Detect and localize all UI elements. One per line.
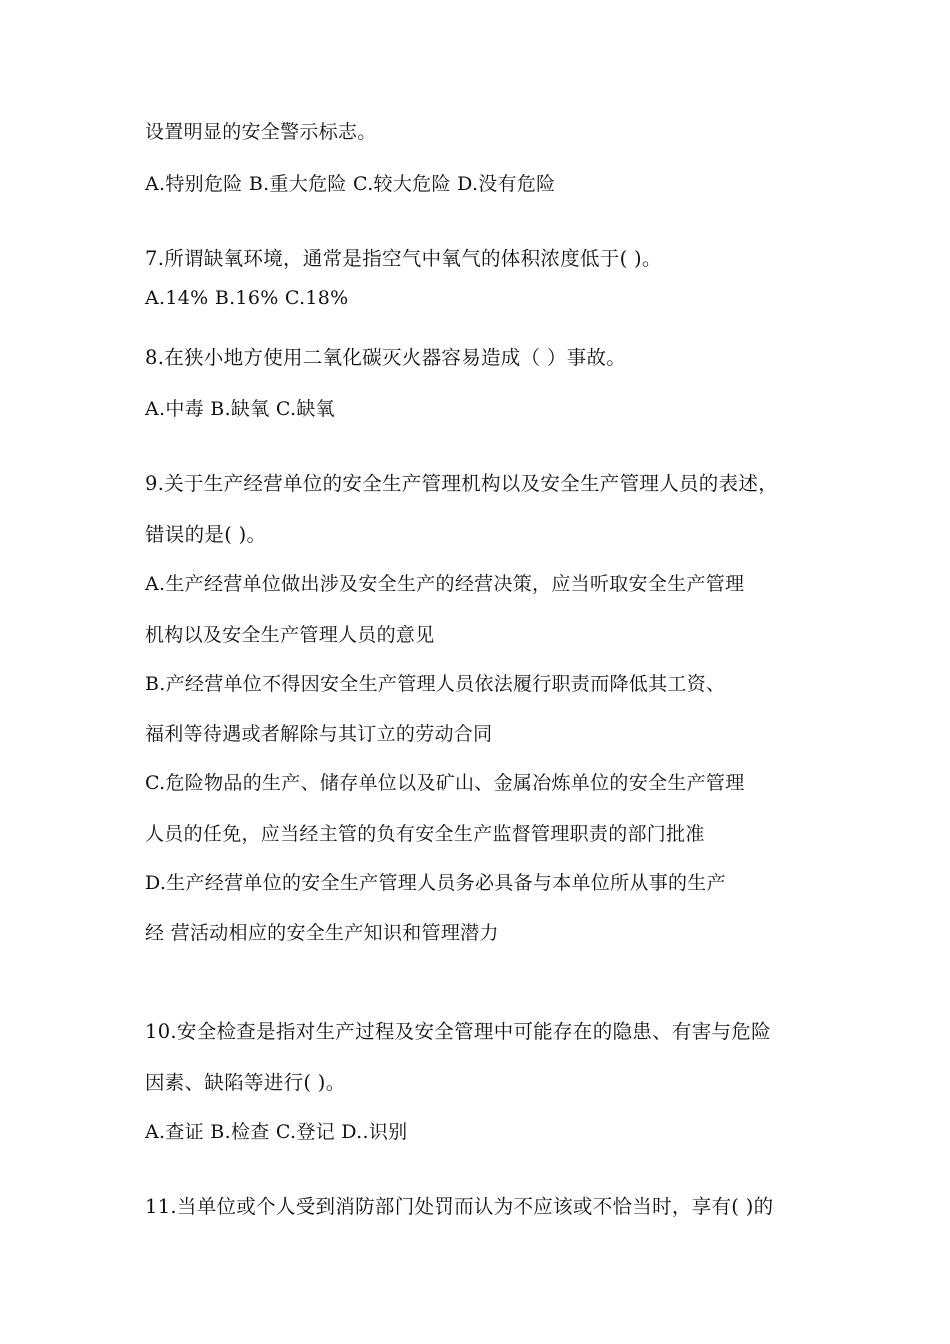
q9-option-a-line-1: A.生产经营单位做出涉及安全生产的经营决策，应当听取安全生产管理	[145, 573, 745, 595]
q9-option-b-line-1: B.产经营单位不得因安全生产管理人员依法履行职责而降低其工资、	[145, 673, 726, 695]
q9-stem-line-1: 9.关于生产经营单位的安全生产管理机构以及安全生产管理人员的表述，	[145, 472, 779, 495]
q10-options: A.查证 B.检查 C.登记 D..识别	[145, 1121, 408, 1143]
q9-option-d-line-1: D.生产经营单位的安全生产管理人员务必具备与本单位所从事的生产	[145, 872, 726, 894]
q9-stem-line-2: 错误的是( )。	[145, 523, 267, 546]
q11-stem-line-1: 11.当单位或个人受到消防部门处罚而认为不应该或不恰当时，享有( )的	[145, 1195, 774, 1218]
q9-option-d-line-2: 经 营活动相应的安全生产知识和管理潜力	[145, 922, 499, 944]
q7-stem: 7.所谓缺氧环境，通常是指空气中氧气的体积浓度低于( )。	[145, 247, 662, 270]
q8-options: A.中毒 B.缺氧 C.缺氧	[145, 398, 335, 420]
q6-options: A.特别危险 B.重大危险 C.较大危险 D.没有危险	[145, 173, 556, 195]
q9-option-b-line-2: 福利等待遇或者解除与其订立的劳动合同	[145, 723, 493, 745]
q9-option-c-line-1: C.危险物品的生产、储存单位以及矿山、金属冶炼单位的安全生产管理	[145, 772, 745, 794]
q10-stem-line-1: 10.安全检查是指对生产过程及安全管理中可能存在的隐患、有害与危险	[145, 1020, 771, 1043]
text-line-continuation: 设置明显的安全警示标志。	[145, 121, 377, 143]
q8-stem: 8.在狭小地方使用二氧化碳灭火器容易造成（ ）事故。	[145, 346, 627, 369]
q10-stem-line-2: 因素、缺陷等进行( )。	[145, 1071, 346, 1094]
q9-option-a-line-2: 机构以及安全生产管理人员的意见	[145, 624, 435, 646]
q7-options: A.14% B.16% C.18%	[145, 287, 349, 309]
q9-option-c-line-2: 人员的任免，应当经主管的负有安全生产监督管理职责的部门批准	[145, 823, 705, 845]
